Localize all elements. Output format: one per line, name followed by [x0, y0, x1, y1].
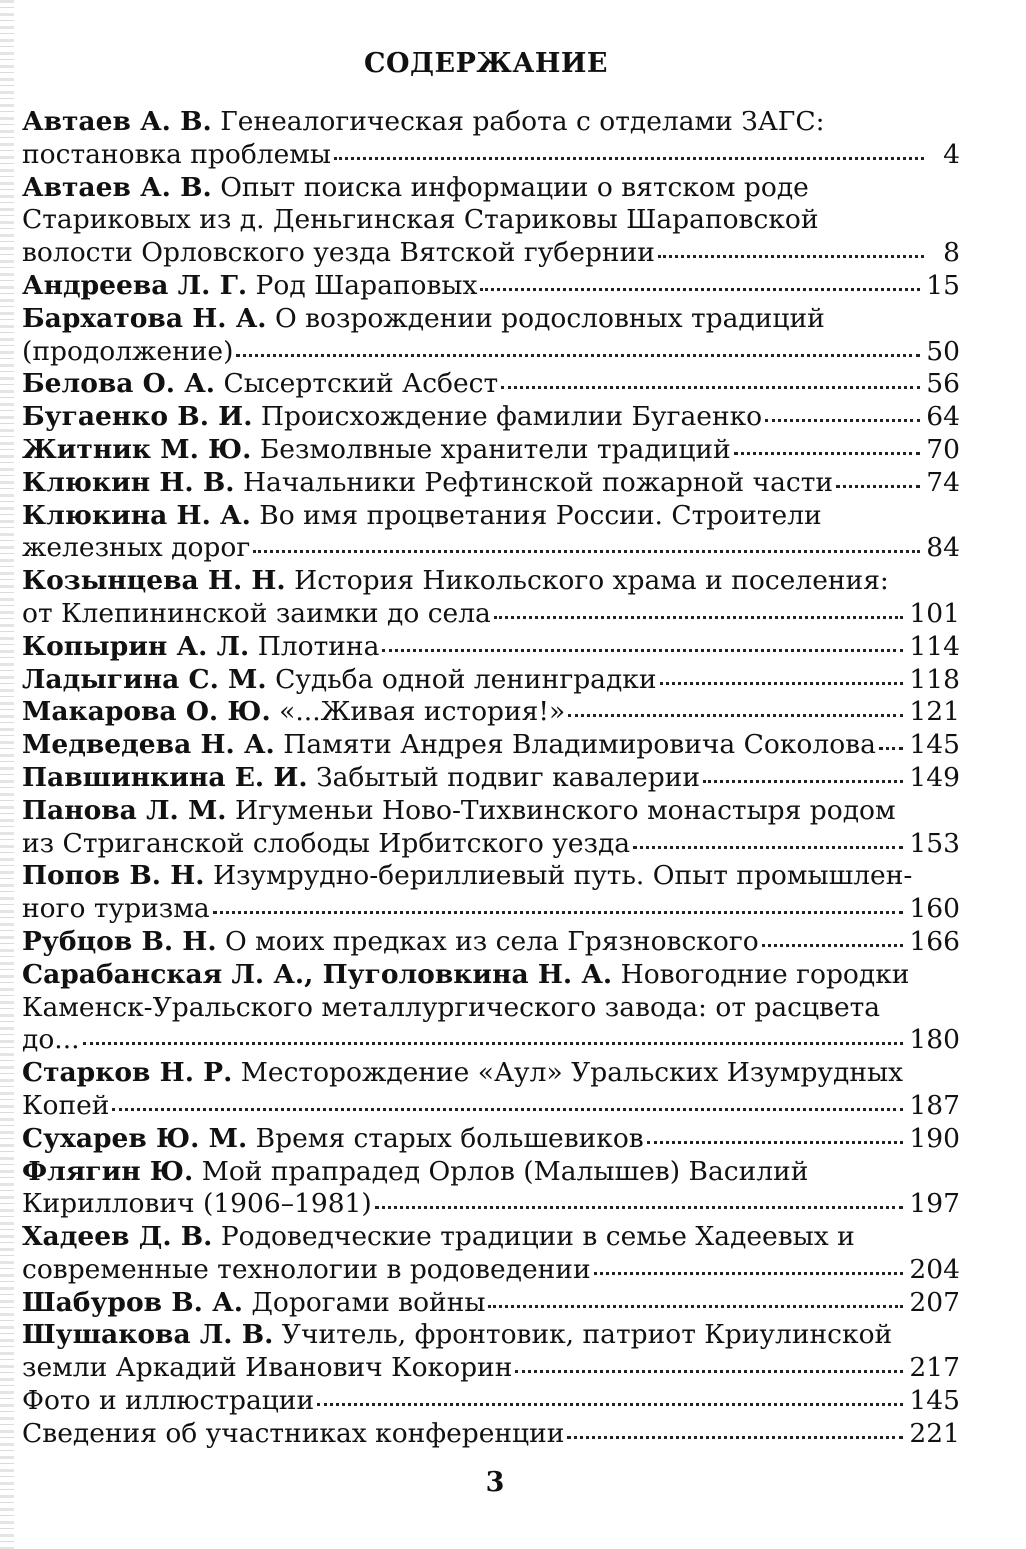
toc-title-text: Копей: [22, 1089, 110, 1121]
toc-title-text: железных дорог: [22, 532, 251, 564]
toc-author: Панова Л. М.: [22, 794, 227, 826]
toc-author: Бугаенко В. И.: [22, 401, 253, 433]
dot-leader: [765, 419, 920, 422]
toc-entry: [22, 1221, 960, 1287]
toc-page-number: 50: [926, 335, 960, 367]
toc-title-text: Каменск-Уральского металлургического завода: от расцвета: [22, 991, 881, 1023]
scan-edge-shadow: [0, 0, 14, 1549]
toc-page-number: 64: [926, 401, 960, 433]
toc-page-number: 15: [926, 269, 960, 301]
dot-leader: [836, 485, 920, 488]
toc-entry-text: [22, 1156, 808, 1189]
toc-author: Сарабанская Л. А., Пуголовкина Н. А.: [22, 958, 613, 990]
toc-entry-line: [22, 1123, 960, 1156]
toc-entry-text: [22, 467, 833, 500]
toc-author: Копырин А. Л.: [22, 630, 250, 662]
toc-title-text: волости Орловского уезда Вятской губернии: [22, 237, 655, 269]
toc-page-number: 166: [909, 925, 960, 957]
toc-page-number: 153: [909, 827, 960, 859]
dot-leader: [375, 1206, 904, 1209]
toc-page-number: 145: [909, 729, 960, 761]
toc-entry-line: [22, 1385, 960, 1418]
dot-leader: [317, 1403, 903, 1406]
toc-entry-line: [22, 303, 960, 336]
toc-page-number: 180: [909, 1024, 960, 1056]
toc-entry-text: [22, 1024, 80, 1057]
toc-title-text: О возрождении родословных традиций: [274, 302, 825, 334]
toc-entry-line: [22, 532, 960, 565]
toc-entry-text: [22, 729, 876, 762]
dot-leader: [647, 1141, 904, 1144]
toc-entry-line: [22, 270, 960, 303]
toc-entry: [22, 303, 960, 369]
toc-entry-text: [22, 926, 759, 959]
toc-entry-text: [22, 631, 379, 664]
toc-entry-line: [22, 1418, 960, 1451]
toc-page-number: 74: [926, 466, 960, 498]
toc-title-text: Новогодние городки: [620, 958, 910, 990]
toc-entry: [22, 860, 960, 926]
toc-entry-line: [22, 729, 960, 762]
toc-title-text: из Стриганской слободы Ирбитского уезда: [22, 827, 631, 859]
toc-entry-text: [22, 1221, 855, 1254]
toc-author: Бархатова Н. А.: [22, 302, 267, 334]
toc-entry-text: [22, 565, 889, 598]
toc-title-text: Сысертский Асбест: [223, 368, 499, 400]
toc-page-number: 84: [926, 532, 960, 564]
toc-author: Белова О. А.: [22, 368, 216, 400]
toc-author: Клюкин Н. В.: [22, 466, 235, 498]
toc-entry: [22, 795, 960, 861]
toc-entry-line: [22, 401, 960, 434]
toc-entry-line: [22, 204, 960, 237]
toc-entry-line: [22, 1352, 960, 1385]
toc-entry-line: [22, 172, 960, 205]
toc-entry-text: [22, 532, 250, 565]
toc-entry: [22, 631, 960, 664]
toc-entry: [22, 467, 960, 500]
toc-title-text: Плотина: [257, 630, 380, 662]
toc-entry: [22, 565, 960, 631]
toc-title-text: Изумрудно-бериллиевый путь. Опыт промышлен-: [212, 860, 913, 892]
toc-entry: [22, 926, 960, 959]
toc-title-text: «...Живая история!»: [279, 696, 566, 728]
dot-leader: [334, 157, 924, 160]
dot-leader: [762, 944, 904, 947]
toc-entry-text: [22, 1287, 485, 1320]
toc-entry: [22, 1287, 960, 1320]
toc-page-number: 101: [909, 597, 960, 629]
toc-entry-line: [22, 926, 960, 959]
dot-leader: [494, 616, 904, 619]
toc-page-number: 204: [909, 1253, 960, 1285]
toc-author: Козынцева Н. Н.: [22, 565, 286, 597]
dot-leader: [594, 1272, 904, 1275]
toc-entry: [22, 1156, 960, 1222]
toc-entry: [22, 762, 960, 795]
toc-entry: [22, 434, 960, 467]
toc-author: Шабуров В. А.: [22, 1286, 243, 1318]
toc-entry: [22, 1418, 960, 1451]
toc-entry-line: [22, 1221, 960, 1254]
toc-entry-line: [22, 795, 960, 828]
toc-title-text: ного туризма: [22, 893, 210, 925]
toc-author: Сухарев Ю. М.: [22, 1122, 248, 1154]
toc-entry-line: [22, 992, 960, 1025]
toc-title-text: Во имя процветания России. Строители: [259, 499, 822, 531]
toc-entry-line: [22, 696, 960, 729]
toc-entry: [22, 1057, 960, 1123]
toc-entry: [22, 500, 960, 566]
toc-author: Андреева Л. Г.: [22, 269, 248, 301]
toc-title-text: Игуменьи Ново-Тихвинского монастыря родом: [234, 794, 896, 826]
toc-entry-text: [22, 828, 630, 861]
toc-entry-text: [22, 500, 822, 533]
toc-entry: [22, 368, 960, 401]
toc-title-text: Сведения об участниках конференции: [22, 1417, 565, 1449]
toc-author: Флягин Ю.: [22, 1155, 194, 1187]
toc-title-text: Начальники Рефтинской пожарной части: [242, 466, 834, 498]
toc-entry-text: [22, 1385, 314, 1418]
toc-title-text: Время старых большевиков: [255, 1122, 644, 1154]
toc-entry-text: [22, 237, 655, 270]
page-title: СОДЕРЖАНИЕ: [364, 48, 608, 79]
toc-entry-line: [22, 598, 960, 631]
toc-entry-text: [22, 303, 825, 336]
toc-page-number: 207: [909, 1286, 960, 1318]
toc-entry-line: [22, 1254, 960, 1287]
toc-author: Житник М. Ю.: [22, 433, 252, 465]
dot-leader: [253, 550, 920, 553]
toc-page-number: 145: [909, 1385, 960, 1417]
toc-title-text: Фото и иллюстрации: [22, 1385, 315, 1417]
toc-entry-text: [22, 795, 896, 828]
toc-entry-text: [22, 270, 477, 303]
toc-entry-line: [22, 500, 960, 533]
dot-leader: [480, 288, 920, 291]
toc-entry-text: [22, 893, 210, 926]
toc-title-text: Мой прапрадед Орлов (Малышев) Василий: [201, 1155, 809, 1187]
toc-entry-line: [22, 1319, 960, 1352]
toc-author: Хадеев Д. В.: [22, 1221, 213, 1253]
toc-entry-text: [22, 401, 762, 434]
toc-title-text: Родоведческие традиции в семье Хадеевых и: [220, 1221, 855, 1253]
toc-title-text: Генеалогическая работа с отделами ЗАГС:: [220, 106, 825, 137]
toc-title-text: Безмолвные хранители традиций: [259, 433, 731, 465]
dot-leader: [213, 911, 904, 914]
toc-entry-text: [22, 1319, 892, 1352]
toc-author: Старков Н. Р.: [22, 1057, 233, 1089]
toc-entry-text: [22, 434, 731, 467]
toc-page-number: 197: [909, 1188, 960, 1220]
toc-entry-text: [22, 860, 912, 893]
toc-title-text: Кириллович (1906–1981): [22, 1188, 372, 1220]
toc-entry-line: [22, 565, 960, 598]
toc-entry-line: [22, 664, 960, 697]
toc-entry-text: [22, 1188, 372, 1221]
toc-entry: [22, 172, 960, 270]
toc-entry-text: [22, 172, 809, 205]
dot-leader: [488, 1305, 903, 1308]
toc-entry-line: [22, 106, 960, 139]
toc-author: Рубцов В. Н.: [22, 925, 217, 957]
toc-entry-line: [22, 1090, 960, 1123]
toc-page-number: 70: [926, 433, 960, 465]
toc-entry-text: [22, 368, 498, 401]
toc-entry-line: [22, 237, 960, 270]
toc-page-number: 187: [909, 1089, 960, 1121]
toc-title-text: Месторождение «Аул» Уральских Изумрудных: [240, 1057, 904, 1089]
toc-title-text: Происхождение фамилии Бугаенко: [260, 401, 763, 433]
dot-leader: [633, 846, 903, 849]
toc-page-number: 114: [909, 630, 960, 662]
toc-author: Шушакова Л. В.: [22, 1319, 274, 1351]
toc-entry-text: [22, 664, 657, 697]
toc-title-text: постановка проблемы: [22, 138, 331, 170]
dot-leader: [703, 780, 903, 783]
toc-page-number: 160: [909, 893, 960, 925]
toc-title-text: История Никольского храма и поселения:: [294, 565, 889, 597]
dot-leader: [879, 747, 904, 750]
toc-title-text: Учитель, фронтовик, патриот Криулинской: [281, 1319, 893, 1351]
toc-entry: [22, 729, 960, 762]
toc-author: Медведева Н. А.: [22, 729, 275, 761]
toc-entry-line: [22, 959, 960, 992]
toc-entry-line: [22, 828, 960, 861]
toc-entry-line: [22, 860, 960, 893]
dot-leader: [567, 1436, 903, 1439]
dot-leader: [660, 682, 904, 685]
toc-page-number: 149: [909, 761, 960, 793]
toc-entry-text: [22, 1352, 512, 1385]
toc-entry-line: [22, 1188, 960, 1221]
toc-author: Макарова О. Ю.: [22, 696, 271, 728]
toc-title-text: Памяти Андрея Владимировича Соколова: [283, 729, 876, 761]
toc-entry-text: [22, 762, 700, 795]
dot-leader: [515, 1370, 903, 1373]
toc-author: Павшинкина Е. И.: [22, 761, 308, 793]
toc-entry-text: [22, 696, 565, 729]
toc-entry: [22, 1123, 960, 1156]
dot-leader: [382, 649, 903, 652]
toc-title-text: Стариковых из д. Деньгинская Стариковы Шараповской: [22, 204, 819, 236]
toc-entry-text: [22, 598, 491, 631]
toc-page-number: 4: [943, 138, 960, 170]
toc-entry: [22, 696, 960, 729]
toc-entry: [22, 106, 960, 172]
toc-entry: [22, 401, 960, 434]
dot-leader: [112, 1108, 903, 1111]
toc-page-number: 118: [909, 663, 960, 695]
toc-title-text: Опыт поиска информации о вятском роде: [220, 171, 809, 203]
toc-page-number: 8: [943, 237, 960, 269]
toc-author: Ладыгина С. М.: [22, 663, 267, 695]
toc-entry-line: [22, 368, 960, 401]
toc-entry-text: [22, 204, 819, 237]
toc-entry-text: [22, 106, 825, 139]
toc-entry-text: [22, 336, 233, 369]
toc-title-text: Забытый подвиг кавалерии: [316, 761, 700, 793]
toc-entry-line: [22, 762, 960, 795]
toc-entry-line: [22, 139, 960, 172]
toc-entry-text: [22, 139, 331, 172]
toc-entry-text: [22, 992, 880, 1025]
toc-title-text: (продолжение): [22, 335, 234, 367]
dot-leader: [236, 354, 920, 357]
toc-title-text: Судьба одной ленинградки: [275, 663, 657, 695]
toc-entry: [22, 1319, 960, 1385]
toc-entry: [22, 664, 960, 697]
toc-author: Попов В. Н.: [22, 860, 205, 892]
toc-title-text: О моих предках из села Грязновского: [225, 925, 759, 957]
toc-title-text: земли Аркадий Иванович Кокорин: [22, 1352, 513, 1384]
toc-entry: [22, 270, 960, 303]
toc-entry-text: [22, 1090, 109, 1123]
toc-page-number: 56: [926, 368, 960, 400]
page-number: 3: [485, 1467, 505, 1498]
toc-entry-line: [22, 1287, 960, 1320]
toc-entry-text: [22, 1254, 591, 1287]
toc-entry-line: [22, 336, 960, 369]
table-of-contents: [22, 106, 960, 1451]
toc-entry-text: [22, 1123, 644, 1156]
toc-title-text: от Клепининской заимки до села: [22, 597, 491, 629]
toc-entry: [22, 959, 960, 1057]
toc-entry-text: [22, 1057, 903, 1090]
toc-entry-line: [22, 434, 960, 467]
toc-author: Автаев А. В.: [22, 106, 212, 137]
dot-leader: [501, 386, 920, 389]
toc-page-number: 221: [909, 1417, 960, 1449]
dot-leader: [83, 1042, 904, 1045]
toc-entry: [22, 1385, 960, 1418]
toc-entry-line: [22, 631, 960, 664]
dot-leader: [658, 255, 924, 258]
dot-leader: [568, 714, 903, 717]
toc-entry-text: [22, 1418, 564, 1451]
toc-entry-line: [22, 1156, 960, 1189]
dot-leader: [734, 452, 921, 455]
toc-author: Клюкина Н. А.: [22, 499, 251, 531]
toc-title-text: современные технологии в родоведении: [22, 1253, 591, 1285]
toc-title-text: до...: [22, 1024, 80, 1056]
toc-page-number: 190: [909, 1122, 960, 1154]
toc-entry-line: [22, 1057, 960, 1090]
toc-entry-text: [22, 959, 909, 992]
toc-entry-line: [22, 467, 960, 500]
toc-title-text: Дорогами войны: [251, 1286, 486, 1318]
toc-entry-line: [22, 1024, 960, 1057]
toc-page-number: 121: [909, 696, 960, 728]
toc-author: Автаев А. В.: [22, 171, 212, 203]
toc-title-text: Род Шараповых: [255, 269, 478, 301]
toc-entry-line: [22, 893, 960, 926]
toc-page-number: 217: [909, 1352, 960, 1384]
